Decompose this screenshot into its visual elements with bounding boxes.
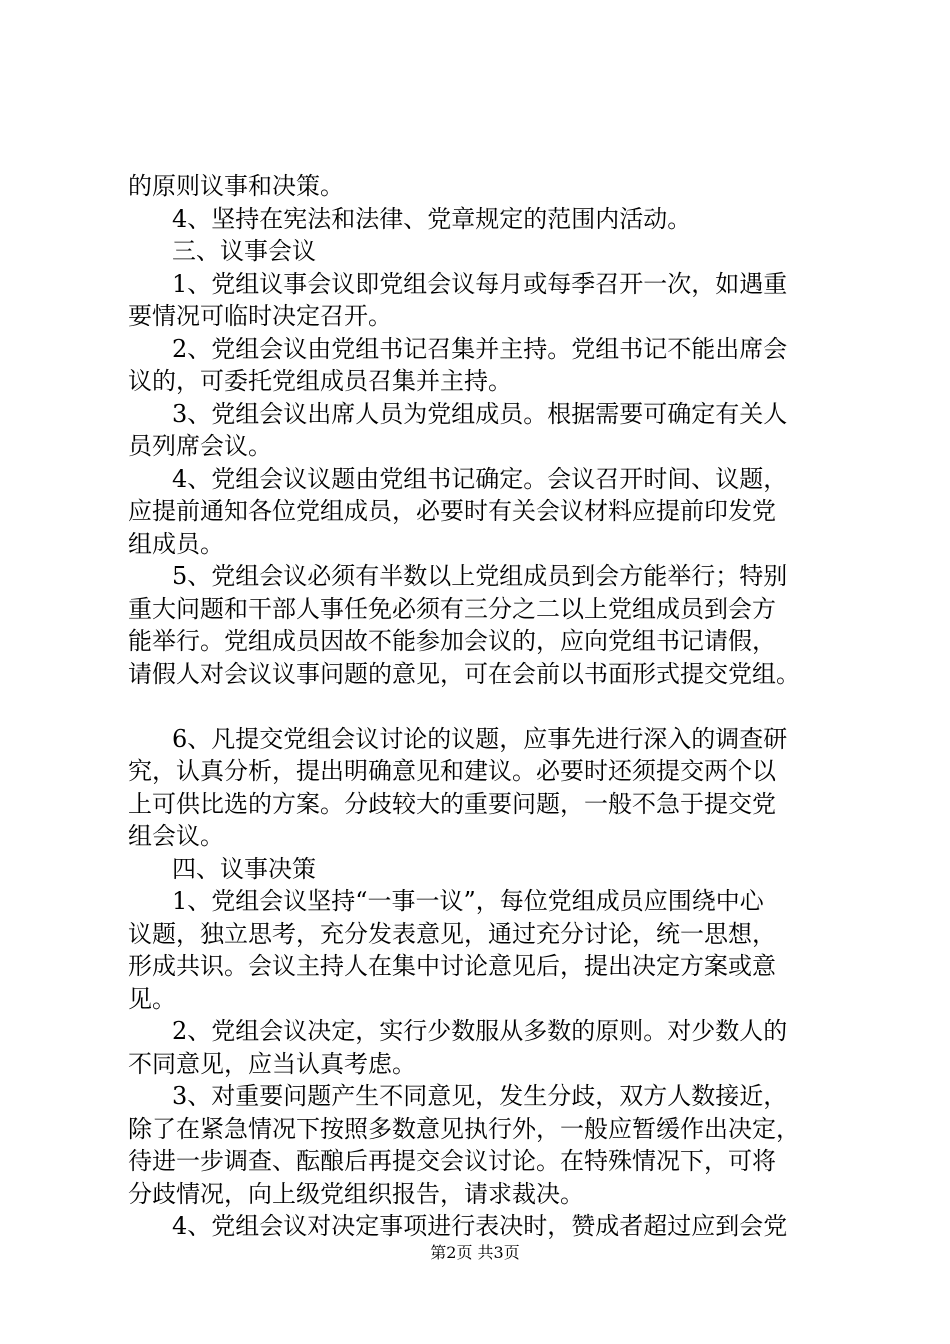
text-line: 应提前通知各位党组成员，必要时有关会议材料应提前印发党: [128, 497, 776, 525]
text-line: 组会议。: [128, 822, 224, 850]
text-line: 上可供比选的方案。分歧较大的重要问题，一般不急于提交党: [128, 789, 776, 818]
text-line: 组成员。: [128, 529, 224, 558]
text-line: 待进一步调查、酝酿后再提交会议讨论。在特殊情况下，可将: [128, 1147, 776, 1175]
document-body: [128, 170, 828, 1243]
text-line: 4、党组会议对决定事项进行表决时，赞成者超过应到会党: [172, 1212, 788, 1240]
blank-line: [128, 690, 828, 723]
text-line: 1、党组会议坚持“一事一议”，每位党组成员应围绕中心: [172, 887, 764, 915]
text-line: 6、凡提交党组会议讨论的议题，应事先进行深入的调查研: [172, 724, 788, 753]
text-line: 3、党组会议出席人员为党组成员。根据需要可确定有关人: [172, 399, 788, 428]
text-line: 分歧情况，向上级党组织报告，请求裁决。: [128, 1179, 584, 1208]
text-line: 2、党组会议决定，实行少数服从多数的原则。对少数人的: [172, 1017, 788, 1045]
text-line: 要情况可临时决定召开。: [128, 302, 392, 330]
text-line: 议的，可委托党组成员召集并主持。: [128, 367, 512, 395]
text-line: 5、党组会议必须有半数以上党组成员到会方能举行；特别: [172, 562, 788, 590]
text-line: 四、议事决策: [172, 854, 316, 883]
text-line: 形成共识。会议主持人在集中讨论意见后，提出决定方案或意: [128, 952, 776, 980]
text-line: 见。: [128, 984, 176, 1013]
text-line: 3、对重要问题产生不同意见，发生分歧，双方人数接近，: [172, 1082, 788, 1110]
page-number-label: 第2页 共3页: [430, 1243, 520, 1262]
text-line: 1、党组议事会议即党组会议每月或每季召开一次，如遇重: [172, 269, 788, 298]
page-footer: [0, 1242, 950, 1264]
text-line: 2、党组会议由党组书记召集并主持。党组书记不能出席会: [172, 334, 788, 363]
text-line: 重大问题和干部人事任免必须有三分之二以上党组成员到会方: [128, 594, 776, 623]
text-line: 究，认真分析，提出明确意见和建议。必要时还须提交两个以: [128, 757, 776, 785]
text-line: 员列席会议。: [128, 432, 272, 460]
text-line: 能举行。党组成员因故不能参加会议的，应向党组书记请假，: [128, 627, 776, 655]
text-line: 的原则议事和决策。: [128, 172, 344, 200]
text-line: 4、党组会议议题由党组书记确定。会议召开时间、议题，: [172, 464, 788, 493]
text-line: 请假人对会议议事问题的意见，可在会前以书面形式提交党组。: [128, 659, 800, 688]
text-line: 不同意见，应当认真考虑。: [128, 1049, 416, 1078]
text-line: 三、议事会议: [172, 237, 316, 265]
text-line: 议题，独立思考，充分发表意见，通过充分讨论，统一思想，: [128, 919, 776, 948]
text-line: 4、坚持在宪法和法律、党章规定的范围内活动。: [172, 204, 692, 233]
text-line: 除了在紧急情况下按照多数意见执行外，一般应暂缓作出决定，: [128, 1114, 800, 1143]
